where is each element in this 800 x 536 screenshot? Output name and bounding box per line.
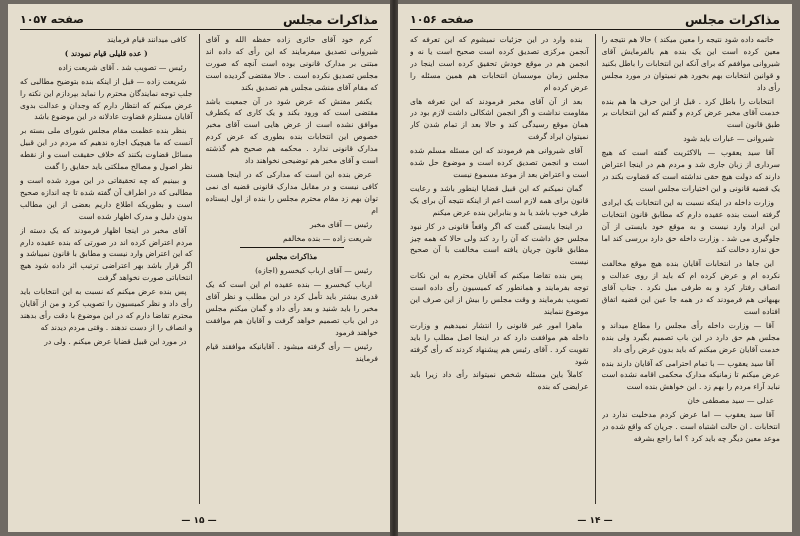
paragraph: پس بنده عرض میکنم که نسبت به این انتخابات باید رأی داد و نظر کمیسیون را تصویب کرد و من از آقایان محترم تقاضا دارم که در این موضوع با دقت رأی بدهند و انصاف را از دست ندهند . وقتی مردم دیدند که <box>20 287 193 332</box>
paragraph: در مورد این قبیل قضایا عرض میکنم . ولی در <box>44 336 187 346</box>
right-page-footer: — ۱۴ — <box>577 516 613 526</box>
right-page-column-right <box>602 34 781 504</box>
paragraph: کافی میدانند قیام فرمایند <box>106 35 187 44</box>
left-page-columns <box>20 34 378 504</box>
right-page-header <box>410 12 780 30</box>
paragraph: انتخابات را باطل کرد . قبل از این حرف ها هم بنده خدمت آقای مخبر عرض کردم و گفتم که این انتخابات بر طبق قانون است <box>601 96 780 130</box>
paragraph: شریعت زاده — بنده مخالفم <box>282 233 372 243</box>
paragraph: این جاها در انتخابات آقایان بنده هیچ موقع مخالفت نکرده ام و عرض کرده ام که باید از روی عدالت و انصاف رفتار کرد و به طرفی میل نکرد . جناب آقای بهبهانی هم فرمودند که در همه جا عین این قضیه اتفاق افتاده است <box>601 259 780 316</box>
right-page-number-label: صفحه ۱۰۵۶ <box>410 13 474 26</box>
paragraph: عدلی — سید مصطفی خان <box>687 396 774 406</box>
column-divider <box>199 34 200 504</box>
right-page-columns <box>410 34 780 504</box>
left-page-number-label: صفحه ۱۰۵۷ <box>20 13 84 26</box>
paragraph: رئیس — تصویب شد . آقای شریعت زاده <box>58 62 187 72</box>
paragraph: پس بنده تقاضا میکنم که آقایان محترم به این نکات توجه بفرمایند و همانطور که کمیسیون رأی داده است تصویب بفرمایند و وقت مجلس را بیش از این صرف این موضوع ننمایند <box>410 271 589 316</box>
left-page-column-left <box>20 34 193 504</box>
paragraph: در اینجا بایستی گفت که اگر واقعاً قانونی در کار نبود مجلس حق داشت که آن را رد کند ولی حالا که همه چیز مطابق قانون جریان یافته است مخالفت با آن صحیح نیست <box>410 221 589 267</box>
paragraph: آقا سید یعقوب — اما عرض کردم مدخلیت ندارد در انتخابات . ان حالت اشتباه است . جریان که واقع شده در موعد معین دیگر چه باید کرد ؟ اما راجع بشرفه <box>601 410 780 443</box>
paragraph: بعد از آن آقای مخبر فرمودند که این تعرفه های مقاومت نداشت و اگر انجمن اشکالی داشت لازم بود در همان موقع رسیدگی کند و حالا بعد از تمام شدن کار نمیتوان ایراد گرفت <box>410 96 589 142</box>
right-page-column-left <box>410 34 589 504</box>
paragraph: وزارت داخله در اینکه نسبت به این انتخابات یک ایرادی گرفته است بنده عقیده دارم که مطابق قانون انتخابات این ایراد وارد نیست و به موقع خود بایستی از آن جلوگیری می شد . وزارت داخله حق دارد بررسی کند اما حق ندارد دخالت کند <box>601 197 780 255</box>
section-rule <box>240 247 344 248</box>
paragraph: و ببینیم که چه تحقیقاتی در این مورد شده است و مطالبی که در اطراف آن گفته شده تا چه اندازه صحیح است و بطوریکه اطلاع داریم بعضی از این مطالب بدون دلیل و مدرک اظهار شده است <box>20 175 193 221</box>
paragraph: ارباب کیخسرو — بنده عقیده ام این است که یک قدری بیشتر باید تأمل کرد در این مطلب و نظر آقای مخبر را باید شنید و بعد رأی داد و گمان میکنم مجلس در این باب تصمیم خواهد گرفت و آقایان هم موافقت خواهند فرمود <box>205 280 378 337</box>
paragraph: یکنفر مفتش که عرض شود در آن جمعیت باشد مقتضی است که ورود بکند و یک کاری که یکطرف موافق نشده است از عرض هایی است آقای مخبر خصوص این انتخابات بنده بطوری که عرض کردم مدارک قانونی ندارد . محکمه هم صحیح هم گذشته است و آقای مخبر هم توضیحی نخواهند داد <box>205 96 378 166</box>
paragraph: شریعت زاده — قبل از اینکه بنده بتوضیح مطالبی که جلب توجه نمایندگان محترم را نماید بپردازم این نکته را عرض میکنم که انتظار دارم که وجدان و عدالت بدوی آقایان مستلزم قضاوت عادلانه در این موضوع باشد <box>20 76 193 122</box>
paragraph: رئیس — رأی گرفته میشود . آقایانیکه موافقند قیام فرمایند <box>205 341 378 363</box>
paragraph: آقای مخبر در اینجا اظهار فرمودند که یک دسته از مردم اعتراض کرده اند در صورتی که بنده عقیده دارم که این اعتراض وارد نیست و مطابق با قانون نمیباشد و اگر قرار باشد بهر اعتراضی ترتیب اثر داده شود هیچ انتخاباتی صورت نخواهد گرفت <box>20 225 193 283</box>
paragraph: آقای شیروانی هم فرمودند که این مسئله مسلم شده است و انجمن تصدیق کرده است و موضوع حل شده است و اعتراض بعد از موعد مسموع نیست <box>410 146 589 179</box>
column-divider <box>595 34 596 504</box>
stage-direction: ( عده قلیلی قیام نمودند ) <box>64 48 148 58</box>
right-page-title: مذاکرات مجلس <box>684 12 780 27</box>
left-page <box>8 4 390 532</box>
paragraph: آقا سید یعقوب — با تمام احترامی که آقایان دارند بنده عرض میکنم تا زمانیکه مدارک محکمی اقامه نشده است نباید آراء مردم را بهم زد . این خواهش بنده است <box>601 358 780 392</box>
paragraph: بنده وارد در این جزئیات نمیشوم که این تعرفه که آنجمن مرکزی تصدیق کرده است صحیح است یا نه و انجمن هم در موقع خودش تحقیق کرده است اینجا در مجلس زمان موسسان انتخابات هم همین مسئله را عرض کرده ام <box>410 35 589 92</box>
paragraph: بنظر بنده عظمت مقام مجلس شورای ملی بسته بر آنست که ما هیچیک اجازه ندهیم که مردم در این قبیل مسائل قضاوت بکنند که خلاف حقیقت است و از نقطه نظر اصول و مصالح مملکتی باید حقایق را گفت <box>20 126 193 172</box>
paragraph: خاتمه داده شود نتیجه را معین میکند ) حالا هم نتیجه را معین کرده است این یک بنده هم بالفرمایش آقای شیروانی موافقم که برای آنکه این انتخابات را باطل بکنید و قوانین انتخابات بهم بخورد هم نمیتوان در مورد مجلس رأی داد <box>601 35 780 92</box>
section-heading: مذاکرات مجلس <box>266 252 318 262</box>
paragraph: شیروانی — عبارات باید شود <box>683 134 774 144</box>
left-page-header <box>20 12 378 30</box>
paragraph: گمان نمیکنم که این قبیل قضایا اینطور باشد و رعایت قانون برای همه لازم است اعم از اینکه نتیجه آن برای یک طرف خوب باشد یا بد و بنابراین بنده عرض میکنم <box>410 183 589 217</box>
right-page <box>398 4 792 532</box>
paragraph: آقا — وزارت داخله رأی مجلس را مطاع میداند و مجلس هم حق دارد در این باب تصمیم بگیرد ولی بنده خدمت آقایان عرض میکنم که باید بدون غرض رأی داد <box>601 320 780 354</box>
paragraph: رئیس — آقای مخبر <box>309 219 372 229</box>
paragraph: کرم خود آقای حائری زاده حفظه الله و آقای شیروانی تصدیق میفرمایند که این رأی که داده اند مبتنی بر مدارک قانونی بوده است آنچه که صورت مجلس تصدیق نکرده است . حالا مقتضی گردیده است که مقام آقای منشی مجلس هم تصدیق بکند <box>205 35 378 92</box>
paragraph: کاملاً باین مسئله شخص نمیتواند رأی داد زیرا باید عرایضی که بنده <box>410 370 589 392</box>
left-page-title: مذاکرات مجلس <box>282 12 378 27</box>
left-page-footer: — ۱۵ — <box>181 516 217 526</box>
paragraph: آقا سید یعقوب — بالاکثریت گفته است که هیچ سرداری از زبان جاری شد و مردم هم در اینجا اعتراض دارند که دولت هیچ حقی نداشته است که قضاوت بکند در یک قضیه قانونی و این اختیارات مجلس است <box>601 148 780 193</box>
paragraph: عرض بنده این است که مدارکی که در اینجا هست کافی نیست و در مقابل مدارک قانونی قضیه ای نمی توان بهم زد مقام محترم مجلس را بنده از اول ایستاده ام <box>205 169 378 215</box>
paragraph: رئیس — آقای ارباب کیخسرو (اجازه) <box>255 266 372 276</box>
book-gutter <box>390 0 398 536</box>
left-page-column-right <box>206 34 379 504</box>
paragraph: ماهرا امور غیر قانونی را انتشار نمیدهیم و وزارت داخله هم موافقت دارد که در اینجا اصل مطلب را باید تقویت کرد . آقای رئیس هم پیشنهاد کردند که رأی گرفته شود <box>410 320 589 366</box>
